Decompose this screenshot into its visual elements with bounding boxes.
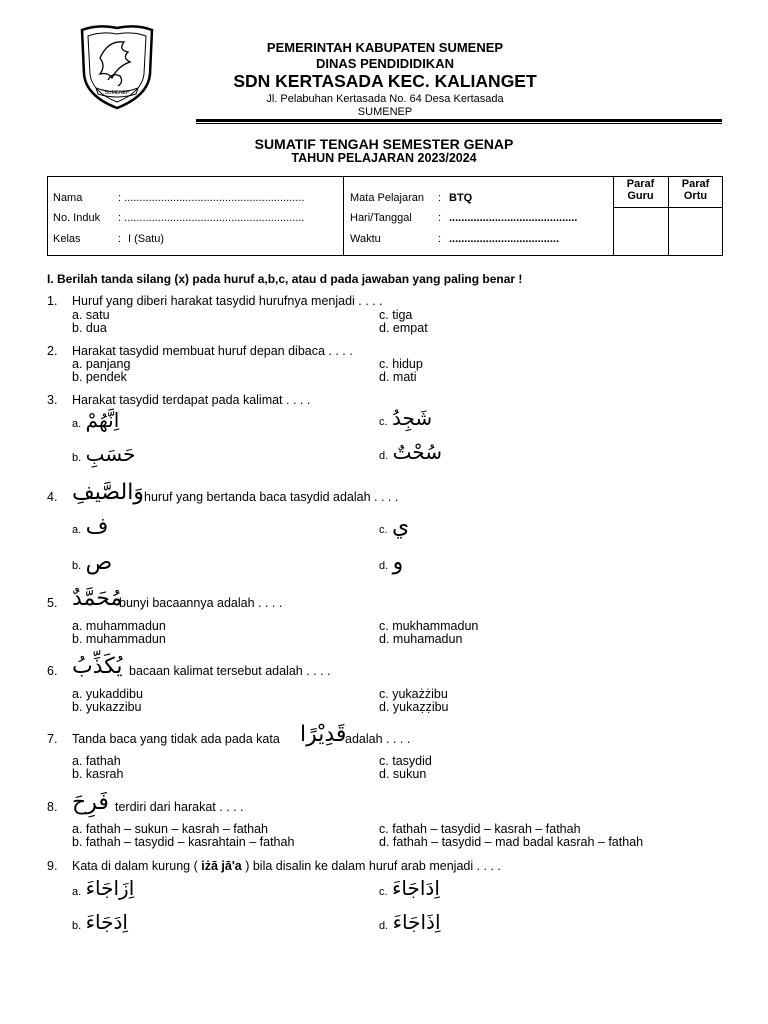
option-label: c. [379,416,388,428]
question-number: 7. [47,732,58,746]
option-label: d. [379,835,390,849]
option-label: c. [379,822,389,836]
option-b[interactable] [72,633,166,646]
question-text: Harakat tasydid terdapat pada kalimat . . . . [72,393,311,407]
question-text: bunyi bacaannya adalah . . . . [119,596,283,610]
question-word-arabic: فَرِحَ [72,790,109,815]
option-a[interactable] [72,408,119,432]
option-text: pendek [85,370,127,384]
option-text: yukaddibu [85,687,143,701]
paraf-guru-line1: Paraf [626,178,655,190]
option-d[interactable] [379,768,426,781]
option-arabic: اِدَجَاءَ [85,910,128,934]
option-d[interactable] [379,371,417,384]
option-label: a. [72,308,83,322]
question-word-arabic: يُكَذِّبُ [72,654,123,679]
option-b[interactable] [72,768,123,781]
option-b[interactable] [72,322,107,335]
gov-line: PEMERINTAH KABUPATEN SUMENEP [266,40,504,55]
option-b[interactable] [72,550,112,575]
option-label: b. [72,370,83,384]
hari-field[interactable]: .......................................... [449,212,578,224]
kelas-value: I (Satu) [128,233,165,245]
option-text: fathah [85,754,121,768]
student-info-box [47,176,723,256]
option-label: a. [72,687,83,701]
option-label: b. [72,452,82,464]
paraf-guru-cell[interactable] [614,208,668,256]
waktu-field[interactable]: .................................... [449,233,560,245]
option-label: d. [379,370,390,384]
waktu-label: Waktu [350,233,381,245]
option-d[interactable] [379,701,449,714]
option-label: c. [379,308,389,322]
exam-year: TAHUN PELAJARAN 2023/2024 [291,151,477,165]
header-rule-thin [196,123,722,124]
logo-text: SUMENEP [104,90,130,96]
option-text: yukazzibu [85,700,142,714]
option-text: yukażżibu [392,687,448,701]
option-label: a. [72,619,83,633]
question-text-pre: Kata di dalam kurung ( [72,859,202,873]
option-label: b. [72,700,83,714]
option-c[interactable] [379,876,440,900]
option-label: d. [379,632,390,646]
question-number: 9. [47,859,58,873]
option-d[interactable] [379,550,403,575]
option-label: b. [72,767,83,781]
option-label: a. [72,822,83,836]
paraf-ortu-line1: Paraf [681,178,710,190]
school-address: Jl. Pelabuhan Kertasada No. 64 Desa Kertasada [266,93,504,105]
question-text-bold: iżā jā'a [201,859,242,873]
option-label: b. [72,835,83,849]
question-text: terdiri dari harakat . . . . [115,800,244,814]
instruction: I. Berilah tanda silang (x) pada huruf a,b,c, atau d pada jawaban yang paling benar ! [47,272,523,286]
question-number: 4. [47,490,58,504]
school-name: SDN KERTASADA KEC. KALIANGET [233,71,537,91]
option-arabic: حَسَبِ [85,442,136,466]
option-arabic: ف [85,514,109,539]
question-text: Harakat tasydid membuat huruf depan dibaca . . . . [72,344,353,358]
induk-field[interactable]: : ........................................................... [118,212,305,224]
option-label: d. [379,767,390,781]
agency-line: DINAS PENDIDIDIKAN [316,56,454,71]
option-text: tasydid [392,754,432,768]
option-b[interactable] [72,910,128,934]
option-label: a. [72,754,83,768]
option-arabic: اِنَّهُمْ [85,408,120,432]
question-text: bacaan kalimat tersebut adalah . . . . [129,664,331,678]
hari-colon: : [438,212,442,224]
option-label: a. [72,886,82,898]
question-text: huruf yang bertanda baca tasydid adalah . . . . [144,490,399,504]
option-b[interactable] [72,442,135,466]
option-b[interactable] [72,836,294,849]
paraf-ortu-line2: Ortu [683,190,708,202]
option-label: c. [379,687,389,701]
question-word-arabic: قَدِيْرًا [300,722,347,747]
option-label: b. [72,321,83,335]
question-text [72,859,501,873]
question-word-arabic: وَالصَّيفِ [72,480,144,505]
header-rule [196,119,722,122]
option-label: a. [72,524,82,536]
option-label: d. [379,321,390,335]
question-text: Tanda baca yang tidak ada pada kata [72,732,280,746]
option-label: d. [379,700,390,714]
option-arabic: اِذَاجَاءَ [392,910,441,934]
option-text: muhamadun [392,632,463,646]
mapel-colon: : [438,192,442,204]
option-b[interactable] [72,371,127,384]
question-text: Huruf yang diberi harakat tasydid hurufnya menjadi . . . . [72,294,383,308]
option-text: satu [85,308,110,322]
option-label: b. [72,920,82,932]
option-label: d. [379,560,389,572]
paraf-guru-line2: Guru [627,190,654,202]
option-d[interactable] [379,910,441,934]
question-number: 1. [47,294,58,308]
option-label: a. [72,357,83,371]
option-text: kasrah [85,767,124,781]
paraf-ortu-cell[interactable] [669,208,723,256]
paraf-ortu-header [668,178,723,202]
hari-label: Hari/Tanggal [350,212,412,224]
kelas-label: Kelas [53,233,81,245]
waktu-colon: : [438,233,442,245]
option-d[interactable] [379,322,428,335]
option-text: fathah – tasydid – mad badal kasrah – fathah [392,835,644,849]
question-number: 3. [47,393,58,407]
option-label: c. [379,886,388,898]
option-label: d. [379,920,389,932]
question-text-post: ) bila disalin ke dalam huruf arab menjadi . . . . [241,859,501,873]
nama-field[interactable]: : ........................................................... [118,192,305,204]
option-a[interactable] [72,876,134,900]
kelas-colon: : [118,233,122,245]
option-text: mati [392,370,417,384]
question-text-end: adalah . . . . [345,732,411,746]
option-arabic: ي [392,514,410,539]
question-number: 8. [47,800,58,814]
option-arabic: ص [85,550,113,575]
option-d[interactable] [379,440,442,464]
option-label: b. [72,632,83,646]
option-arabic: سُحْتٌ [392,440,442,464]
option-text: muhammadun [85,632,166,646]
option-label: c. [379,357,389,371]
option-arabic: و [392,550,404,575]
option-label: c. [379,524,388,536]
induk-label: No. Induk [53,212,101,224]
option-text: hidup [392,357,423,371]
option-c[interactable] [379,514,409,539]
option-label: c. [379,754,389,768]
paraf-guru-header [613,178,668,202]
option-a[interactable] [72,514,108,539]
divider [343,177,344,255]
option-d[interactable] [379,633,462,646]
option-text: panjang [85,357,131,371]
question-number: 5. [47,596,58,610]
option-arabic: شَجِدُ [392,406,433,430]
option-b[interactable] [72,701,142,714]
mapel-value: BTQ [449,192,473,204]
option-text: fathah – tasydid – kasrahtain – fathah [85,835,295,849]
question-number: 2. [47,344,58,358]
exam-title: SUMATIF TENGAH SEMESTER GENAP [254,136,514,152]
option-label: a. [72,418,82,430]
option-text: muhammadun [85,619,166,633]
option-text: sukun [392,767,427,781]
option-text: dua [85,321,107,335]
option-arabic: اِدَاجَاءَ [392,876,440,900]
option-label: d. [379,450,389,462]
option-text: fathah – sukun – kasrah – fathah [85,822,268,836]
school-logo [78,22,156,110]
option-text: fathah – tasydid – kasrah – fathah [392,822,581,836]
school-city: SUMENEP [357,106,413,118]
option-text: mukhammadun [392,619,479,633]
nama-label: Nama [53,192,83,204]
option-text: empat [392,321,428,335]
option-c[interactable] [379,406,432,430]
option-d[interactable] [379,836,643,849]
option-label: b. [72,560,82,572]
option-label: c. [379,619,389,633]
option-text: yukaẓẓibu [392,700,449,714]
question-word-arabic: مُحَمَّدٌ [72,586,123,611]
question-number: 6. [47,664,58,678]
mapel-label: Mata Pelajaran [350,192,424,204]
option-arabic: اِزَاجَاءَ [85,876,135,900]
option-text: tiga [392,308,413,322]
